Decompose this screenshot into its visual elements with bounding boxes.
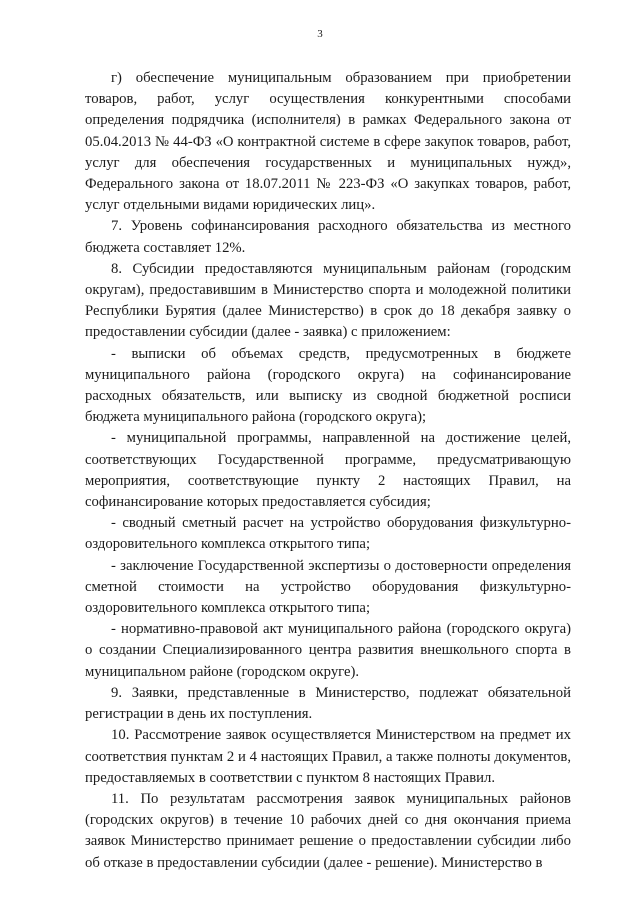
list-item-municipal-program: - муниципальной программы, направленной на достижение целей, соответствующих Государственной программе, предусматривающую мероприятия, соответствующие пункту 2 настоящих Правил, на софинансирование которых предоставляется субсидия; bbox=[85, 430, 571, 511]
paragraph-11: 11. По результатам рассмотрения заявок муниципальных районов (городских округов) в течение 10 рабочих дней со дня окончания приема заявок Министерство принимает решение о предоставлении субсидии либо об отказе в предоставлении субсидии (далее - решение). Министерство в bbox=[85, 790, 571, 871]
list-item-cost-estimate: - сводный сметный расчет на устройство оборудования физкультурно-оздоровительного комплекса открытого типа; bbox=[85, 515, 571, 553]
list-item-budget-extract: - выписки об объемах средств, предусмотренных в бюджете муниципального района (городского округа) на софинансирование расходных обязательств, или выписку из сводной бюджетной росписи бюджета муниципального района (городского округа); bbox=[85, 345, 571, 426]
paragraph-7: 7. Уровень софинансирования расходного обязательства из местного бюджета составляет 12%. bbox=[85, 218, 571, 256]
list-item-expert-conclusion: - заключение Государственной экспертизы о достоверности определения сметной стоимости на устройство оборудования физкультурно-оздоровительного комплекса открытого типа; bbox=[85, 557, 571, 617]
paragraph-9: 9. Заявки, представленные в Министерство, подлежат обязательной регистрации в день их поступления. bbox=[85, 684, 571, 723]
document-body bbox=[85, 68, 571, 874]
list-item-legal-act: - нормативно-правовой акт муниципального района (городского округа) о создании Специализированного центра развития внешкольного спорта в муниципальном районе (городском округе). bbox=[85, 621, 571, 680]
paragraph-8: 8. Субсидии предоставляются муниципальным районам (городским округам), предоставившим в Министерство спорта и молодежной политики Республики Бурятия (далее Министерство) в срок до 18 декабря заявку о предоставлении субсидии (далее - заявка) с приложением: bbox=[85, 260, 571, 341]
paragraph-subitem-g: г) обеспечение муниципальным образованием при приобретении товаров, работ, услуг осуществления конкурентными способами определения подрядчика (исполнителя) в рамках Федерального закона от 05.04.2013 № 44-ФЗ «О контрактной системе в сфере закупок товаров, работ, услуг для обеспечения государственных и муниципальных нужд», Федерального закона от 18.07.2011 № 223-ФЗ «О закупках товаров, работ, услуг отдельными видами юридических лиц». bbox=[85, 70, 571, 214]
paragraph-10: 10. Рассмотрение заявок осуществляется Министерством на предмет их соответствия пунктам 2 и 4 настоящих Правил, а также полноты документов, предоставляемых в соответствии с пунктом 8 настоящих Правил. bbox=[85, 727, 571, 786]
page-number: 3 bbox=[317, 28, 323, 40]
